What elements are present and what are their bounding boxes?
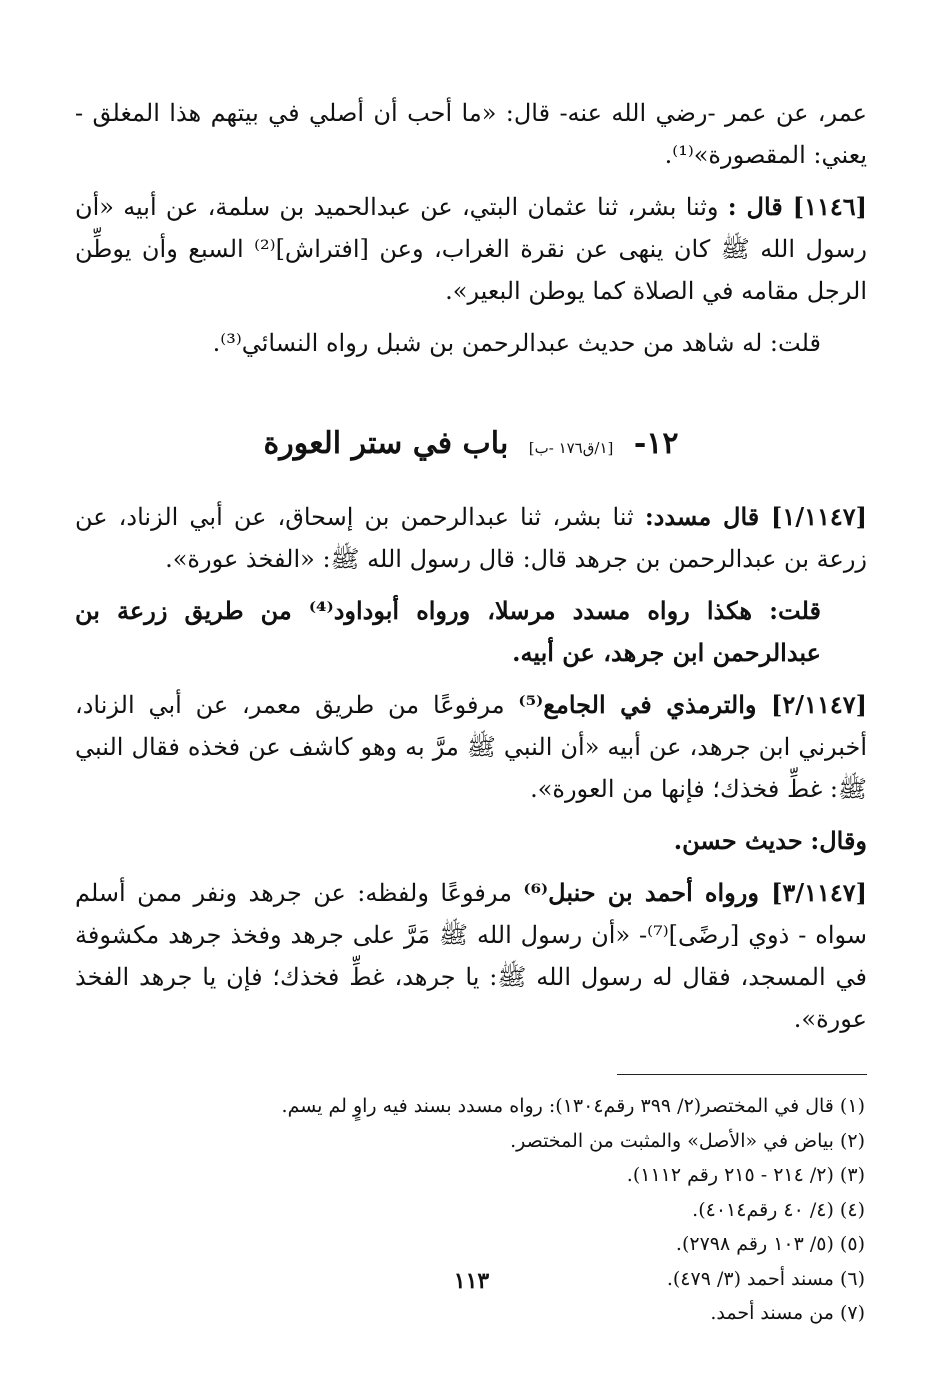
hadith-number: [٢/١١٤٧] والترمذي في الجامع⁽⁵⁾ xyxy=(518,690,867,719)
paragraph-text: ثنا بشر، ثنا عبدالرحمن بن إسحاق، عن أبي الزناد، عن زرعة بن عبدالرحمن بن جرهد قال: قال رسول الله ﷺ: «الفخذ عورة». xyxy=(75,503,867,573)
paragraph-text: قلت: له شاهد من حديث عبدالرحمن بن شبل رواه النسائي⁽³⁾. xyxy=(212,329,821,357)
footnote-4: (٤) (٤/ ٤٠ رقم٤٠١٤). xyxy=(692,1198,865,1221)
footnote-7: (٧) من مسند أحمد. xyxy=(710,1302,865,1324)
paragraph-text: عمر، عن عمر -رضي الله عنه- قال: «ما أحب أن أصلي في بيتهم هذا المغلق - يعني: المقصورة»⁽¹⁾. xyxy=(75,99,867,169)
paragraph-1147-1 xyxy=(75,496,867,580)
hadith-number: [٣/١١٤٧] ورواه أحمد بن حنبل⁽⁶⁾ xyxy=(523,878,867,907)
footnote-6: (٦) مسند أحمد (٣/ ٤٧٩). xyxy=(666,1267,865,1290)
hadith-number: [١/١١٤٧] قال مسدد: xyxy=(644,502,867,531)
paragraph-1146 xyxy=(75,186,867,312)
paragraph-text: مرفوعًا من طريق معمر، عن أبي الزناد، أخبرني ابن جرهد، عن أبيه «أن النبي ﷺ مرَّ به وهو كاشف عن فخذه فقال النبي ﷺ: غطِّ فخذك؛ فإنها من العورة». xyxy=(75,691,867,803)
footnote-5: (٥) (٥/ ١٠٣ رقم ٢٧٩٨). xyxy=(675,1233,865,1255)
page-number: ١١٣ xyxy=(453,1268,490,1294)
paragraph-1 xyxy=(75,92,867,176)
footnote-2: (٢) بياض في «الأصل» والمثبت من المختصر. xyxy=(510,1129,865,1152)
paragraph-lead: وقال: xyxy=(810,826,867,855)
chapter-heading xyxy=(75,422,867,470)
footnotes xyxy=(75,1089,867,1331)
manuscript-ref: [١/ق١٧٦ -ب] xyxy=(528,439,614,457)
page-content xyxy=(75,92,867,1331)
footnote-divider xyxy=(617,1074,867,1075)
paragraph-comment-2 xyxy=(75,590,867,674)
paragraph-grading xyxy=(75,820,867,862)
paragraph-1147-3 xyxy=(75,872,867,1040)
paragraph-text: قلت: هكذا رواه مسدد مرسلا، ورواه أبوداود⁽⁴⁾ من طريق زرعة بن عبدالرحمن ابن جرهد، عن أبيه. xyxy=(75,596,821,667)
footnote-1: (١) قال في المختصر(٢/ ٣٩٩ رقم١٣٠٤): رواه مسدد بسند فيه راوٍ لم يسم. xyxy=(281,1095,865,1117)
hadith-number: [١١٤٦] قال : xyxy=(727,192,867,221)
chapter-number: ١٢- xyxy=(633,426,679,461)
paragraph-text: وثنا بشر، ثنا عثمان البتي، عن عبدالحميد بن سلمة، عن أبيه «أن رسول الله ﷺ كان ينهى عن نقرة الغراب، وعن [افتراش]⁽²⁾ السبع وأن يوطِّن الرجل مقامه في الصلاة كما يوطن البعير». xyxy=(75,193,867,305)
chapter-title: باب في ستر العورة xyxy=(263,426,509,461)
paragraph-comment xyxy=(75,322,867,364)
paragraph-1147-2 xyxy=(75,684,867,810)
paragraph-text: حديث حسن. xyxy=(673,826,803,855)
paragraph-text: مرفوعًا ولفظه: عن جرهد ونفر ممن أسلم سواه - ذوي [رضًى]⁽⁷⁾- «أن رسول الله ﷺ مَرَّ على جرهد وفخذ جرهد مكشوفة في المسجد، فقال له رسول الله ﷺ: يا جرهد، غطِّ فخذك؛ فإن يا جرهد الفخذ عورة». xyxy=(75,879,867,1033)
footnote-3: (٣) (٢/ ٢١٤ - ٢١٥ رقم ١١١٢). xyxy=(626,1164,865,1186)
